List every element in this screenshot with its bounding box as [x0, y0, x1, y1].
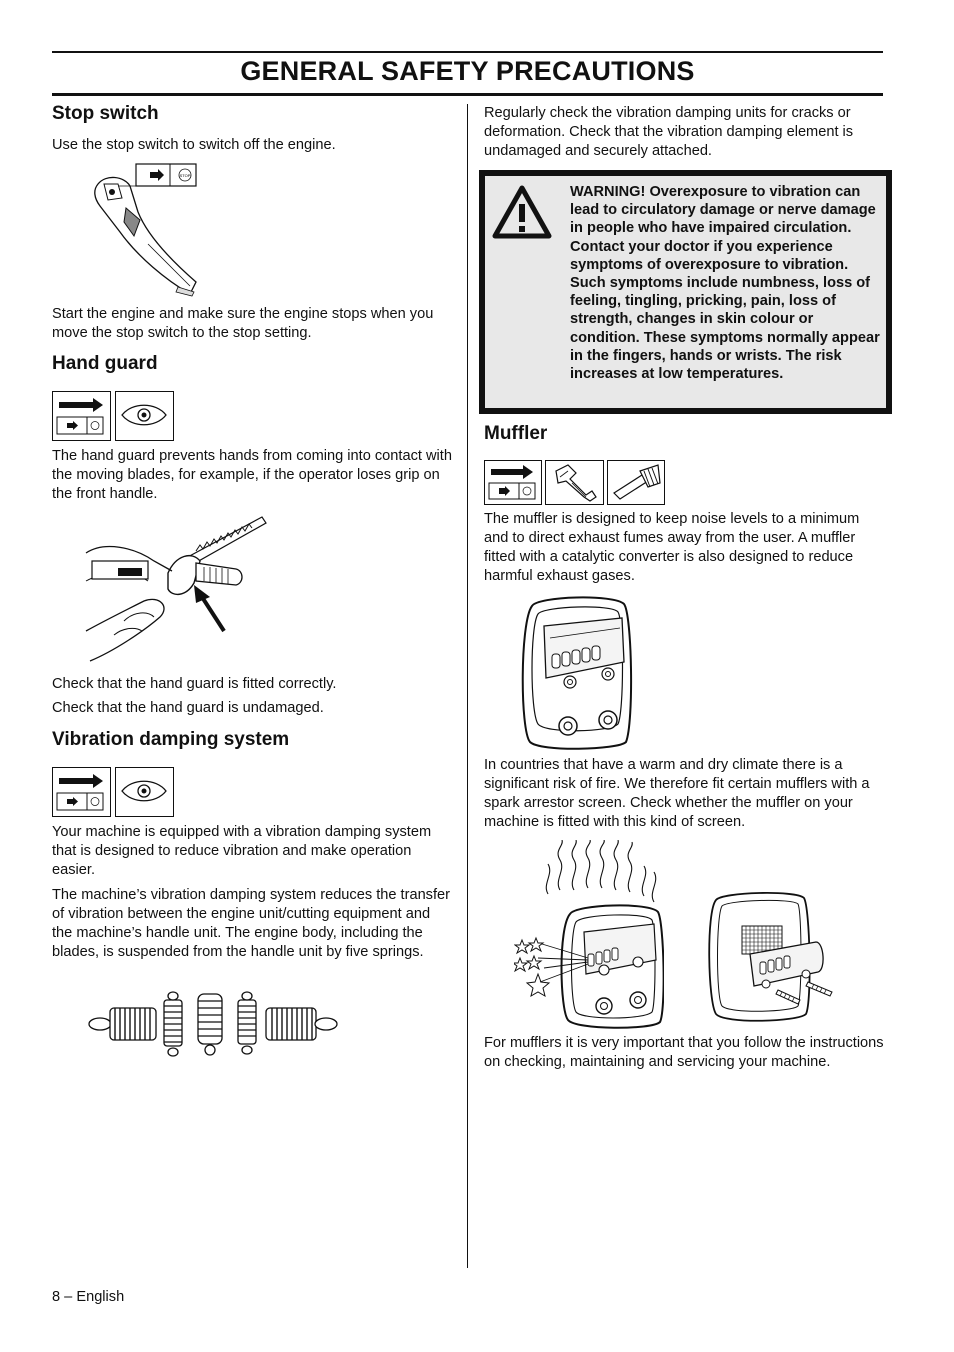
hand-guard-illustration: [84, 511, 274, 669]
muffler-para-2: In countries that have a warm and dry climate there is a significant risk of fire. We therefore fit certain mufflers with a spark arrestor screen. Check whether the muffler on your machine is fitted with this kind of screen.: [484, 757, 870, 830]
stop-switch-heading: Stop switch: [52, 103, 159, 124]
vibration-para-1: Your machine is equipped with a vibration damping system that is designed to reduce vibration and make operation easier.: [52, 824, 432, 878]
hand-guard-check-fitted: Check that the hand guard is fitted correctly.: [52, 676, 337, 692]
vibration-heading: Vibration damping system: [52, 729, 290, 750]
stop-switch-instruction: Start the engine and make sure the engine stops when you move the stop switch to the stop setting.: [52, 306, 434, 341]
hot-muffler-sparks-illustration: [514, 840, 664, 1030]
muffler-para-3: For mufflers it is very important that you follow the instructions on checking, maintaining and servicing your machine.: [484, 1035, 884, 1070]
eye-inspection-icon: [115, 767, 174, 817]
warning-triangle-icon: [491, 184, 553, 240]
maintenance-symbol-icon: [52, 767, 111, 817]
maintenance-symbol-icon: [52, 391, 111, 441]
stop-switch-intro: Use the stop switch to switch off the engine.: [52, 137, 336, 153]
vibration-para-2: The machine’s vibration damping system reduces the transfer of vibration between the engine unit/cutting equipment and the machine’s handle unit. The engine body, including the blades, is suspended from the handle unit by five springs.: [52, 887, 451, 960]
brush-icon: [607, 460, 665, 505]
stop-switch-illustration: [78, 162, 228, 302]
stop-icon-label: STOP: [179, 173, 191, 178]
spanner-icon: [545, 460, 604, 505]
header-rule-top: [52, 51, 883, 53]
springs-illustration: [86, 988, 342, 1060]
spark-arrestor-muffler-illustration: [706, 890, 842, 1026]
eye-inspection-icon: [115, 391, 174, 441]
hand-guard-heading: Hand guard: [52, 353, 158, 374]
page-footer: 8 – English: [52, 1289, 125, 1305]
warning-text: WARNING! Overexposure to vibration can lead to circulatory damage or nerve damage in people who have impaired circulation. Contact your doctor if you experience symptoms of overexposure to vibration. Such symptoms include numbness, loss of feeling, tingling, pricking, pain, loss of strength, changes in skin colour or condition. These symptoms normally appear in the fingers, hands or wrists. The risk increases at low temperatures.: [570, 184, 880, 383]
warning-box: [479, 170, 892, 414]
header-rule-bottom: [52, 93, 883, 96]
muffler-illustration: [514, 592, 638, 752]
muffler-para-1: The muffler is designed to keep noise levels to a minimum and to direct exhaust fumes away from the user. A muffler fitted with a catalytic converter is also designed to reduce harmful exhaust gases.: [484, 511, 860, 584]
maintenance-symbol-icon: [484, 460, 542, 505]
page-title: GENERAL SAFETY PRECAUTIONS: [240, 56, 695, 86]
hand-guard-check-undamaged: Check that the hand guard is undamaged.: [52, 700, 324, 716]
hand-guard-description: The hand guard prevents hands from coming into contact with the moving blades, for example, if the operator loses grip on the front handle.: [52, 448, 452, 502]
muffler-heading: Muffler: [484, 423, 548, 444]
column-divider: [467, 104, 468, 1268]
vibration-check-text: Regularly check the vibration damping units for cracks or deformation. Check that the vibration damping element is undamaged and securely attached.: [484, 105, 854, 159]
